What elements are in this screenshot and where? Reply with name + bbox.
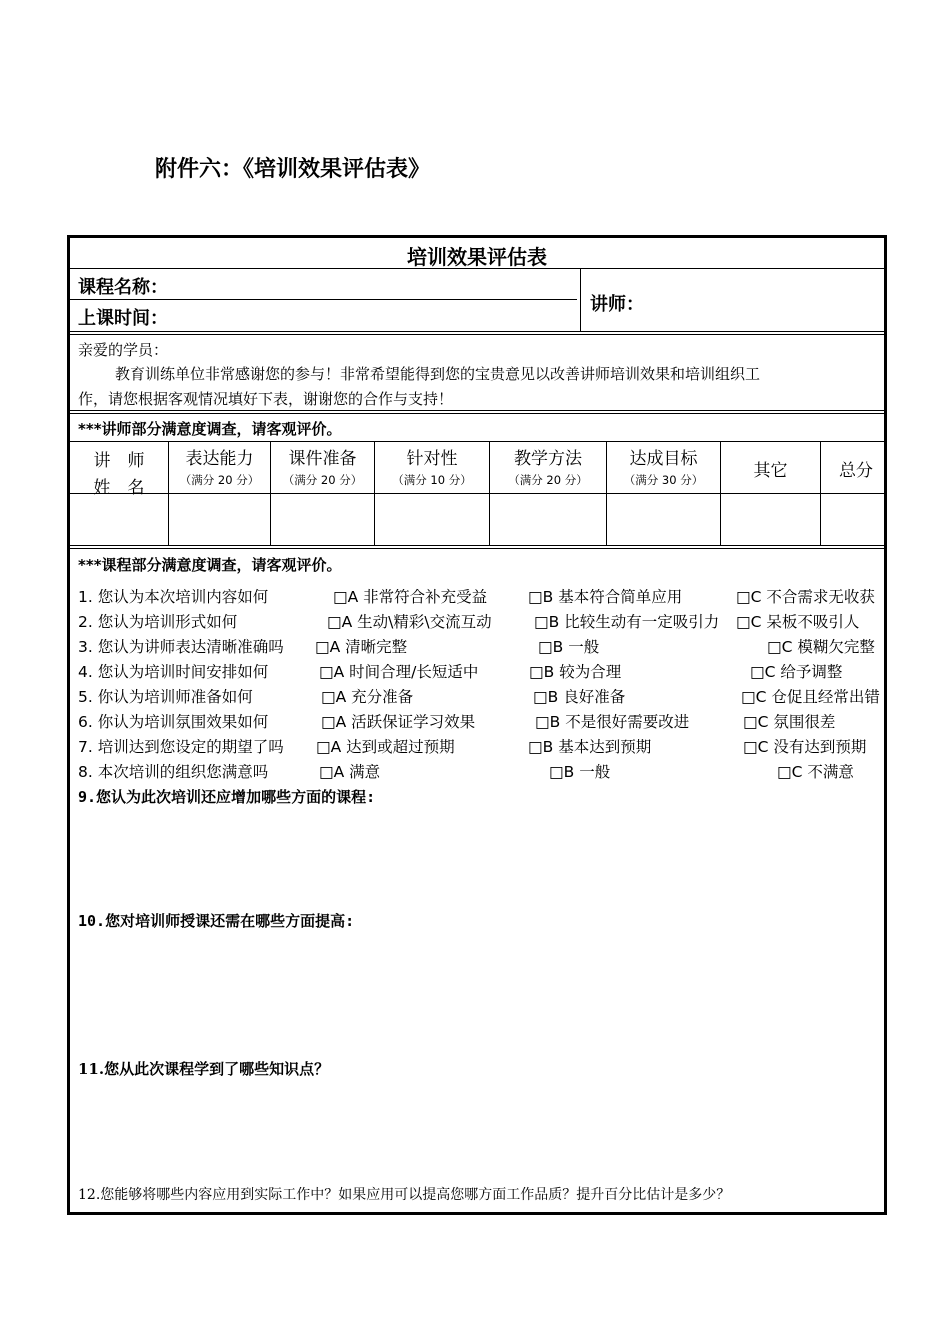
divider bbox=[580, 268, 581, 331]
question-4-text: 4. 您认为培训时间安排如何 bbox=[78, 663, 269, 681]
course-name-label: 课程名称： bbox=[78, 277, 168, 298]
question-7-text: 7. 培训达到您设定的期望了吗 bbox=[78, 738, 284, 756]
question-8-option-a[interactable]: □A 满意 bbox=[319, 763, 381, 781]
question-2-text: 2. 您认为培训形式如何 bbox=[78, 613, 238, 631]
question-1-option-b[interactable]: □B 基本符合简单应用 bbox=[528, 588, 683, 606]
question-7-option-c[interactable]: □C 没有达到预期 bbox=[743, 738, 867, 756]
question-5-text: 5. 你认为培训师准备如何 bbox=[78, 688, 253, 706]
question-7-option-b[interactable]: □B 基本达到预期 bbox=[528, 738, 652, 756]
courseware-header: 课件准备 （满分 20 分） bbox=[282, 449, 363, 487]
question-7-option-a[interactable]: □A 达到或超过预期 bbox=[316, 738, 455, 756]
question-8-option-c[interactable]: □C 不满意 bbox=[777, 763, 854, 781]
teaching-method-header: 教学方法 （满分 20 分） bbox=[508, 449, 588, 487]
divider bbox=[70, 268, 884, 269]
divider bbox=[70, 410, 884, 414]
instructor-name-header: 讲 师 姓 名 bbox=[93, 451, 145, 498]
goal-header: 达成目标 （满分 30 分） bbox=[623, 449, 704, 487]
greeting: 亲爱的学员： bbox=[78, 341, 169, 359]
question-8-option-b[interactable]: □B 一般 bbox=[549, 763, 611, 781]
divider bbox=[70, 299, 577, 300]
instructor-label: 讲师： bbox=[590, 294, 644, 315]
question-10-text: 10.您对培训师授课还需在哪些方面提高: bbox=[78, 912, 355, 930]
divider bbox=[168, 441, 169, 545]
divider bbox=[820, 441, 821, 545]
relevance-header: 针对性 （满分 10 分） bbox=[392, 449, 472, 487]
question-1-text: 1. 您认为本次培训内容如何 bbox=[78, 588, 269, 606]
question-5-option-b[interactable]: □B 良好准备 bbox=[533, 688, 626, 706]
question-1-option-c[interactable]: □C 不合需求无收获 bbox=[736, 588, 875, 606]
question-3-option-a[interactable]: □A 清晰完整 bbox=[315, 638, 408, 656]
divider bbox=[606, 441, 607, 545]
question-2-option-a[interactable]: □A 生动\精彩\交流互动 bbox=[327, 613, 492, 631]
question-5-option-c[interactable]: □C 仓促且经常出错 bbox=[741, 688, 880, 706]
instructor-section-title: ***讲师部分满意度调查，请客观评价。 bbox=[78, 420, 342, 438]
divider bbox=[70, 493, 884, 494]
divider bbox=[70, 331, 884, 335]
course-section-title: ***课程部分满意度调查，请客观评价。 bbox=[78, 556, 342, 574]
question-6-option-b[interactable]: □B 不是很好需要改进 bbox=[535, 713, 690, 731]
question-9-text: 9.您认为此次培训还应增加哪些方面的课程: bbox=[78, 788, 376, 806]
divider bbox=[374, 441, 375, 545]
question-4-option-c[interactable]: □C 给予调整 bbox=[750, 663, 843, 681]
form-title: 培训效果评估表 bbox=[407, 245, 547, 269]
question-2-option-b[interactable]: □B 比较生动有一定吸引力 bbox=[534, 613, 720, 631]
expression-header: 表达能力 （满分 20 分） bbox=[179, 449, 260, 487]
question-5-option-a[interactable]: □A 充分准备 bbox=[321, 688, 414, 706]
question-4-option-b[interactable]: □B 较为合理 bbox=[529, 663, 622, 681]
question-3-option-b[interactable]: □B 一般 bbox=[538, 638, 600, 656]
divider bbox=[70, 545, 884, 549]
other-header: 其它 bbox=[753, 461, 788, 481]
total-header: 总分 bbox=[839, 461, 873, 481]
question-6-option-a[interactable]: □A 活跃保证学习效果 bbox=[321, 713, 476, 731]
question-6-text: 6. 你认为培训氛围效果如何 bbox=[78, 713, 269, 731]
evaluation-form bbox=[67, 235, 887, 1215]
question-6-option-c[interactable]: □C 氛围很差 bbox=[743, 713, 836, 731]
question-12-text: 12.您能够将哪些内容应用到实际工作中？如果应用可以提高您哪方面工作品质？提升百分比估计是多少？ bbox=[78, 1187, 731, 1203]
question-3-text: 3. 您认为讲师表达清晰准确吗 bbox=[78, 638, 284, 656]
question-11-text: 11.您从此次课程学到了哪些知识点？ bbox=[78, 1060, 330, 1078]
divider bbox=[270, 441, 271, 545]
question-8-text: 8. 本次培训的组织您满意吗 bbox=[78, 763, 269, 781]
question-1-option-a[interactable]: □A 非常符合补充受益 bbox=[333, 588, 488, 606]
divider bbox=[489, 441, 490, 545]
question-3-option-c[interactable]: □C 模糊欠完整 bbox=[767, 638, 875, 656]
intro-line-1: 教育训练单位非常感谢您的参与！非常希望能得到您的宝贵意见以改善讲师培训效果和培训组织工 bbox=[115, 365, 761, 383]
page-title: 附件六：《培训效果评估表》 bbox=[155, 157, 431, 182]
intro-line-2: 作，请您根据客观情况填好下表，谢谢您的合作与支持！ bbox=[78, 390, 454, 408]
question-2-option-c[interactable]: □C 呆板不吸引人 bbox=[736, 613, 860, 631]
class-time-label: 上课时间： bbox=[78, 308, 168, 329]
divider bbox=[720, 441, 721, 545]
question-4-option-a[interactable]: □A 时间合理/长短适中 bbox=[319, 663, 479, 681]
